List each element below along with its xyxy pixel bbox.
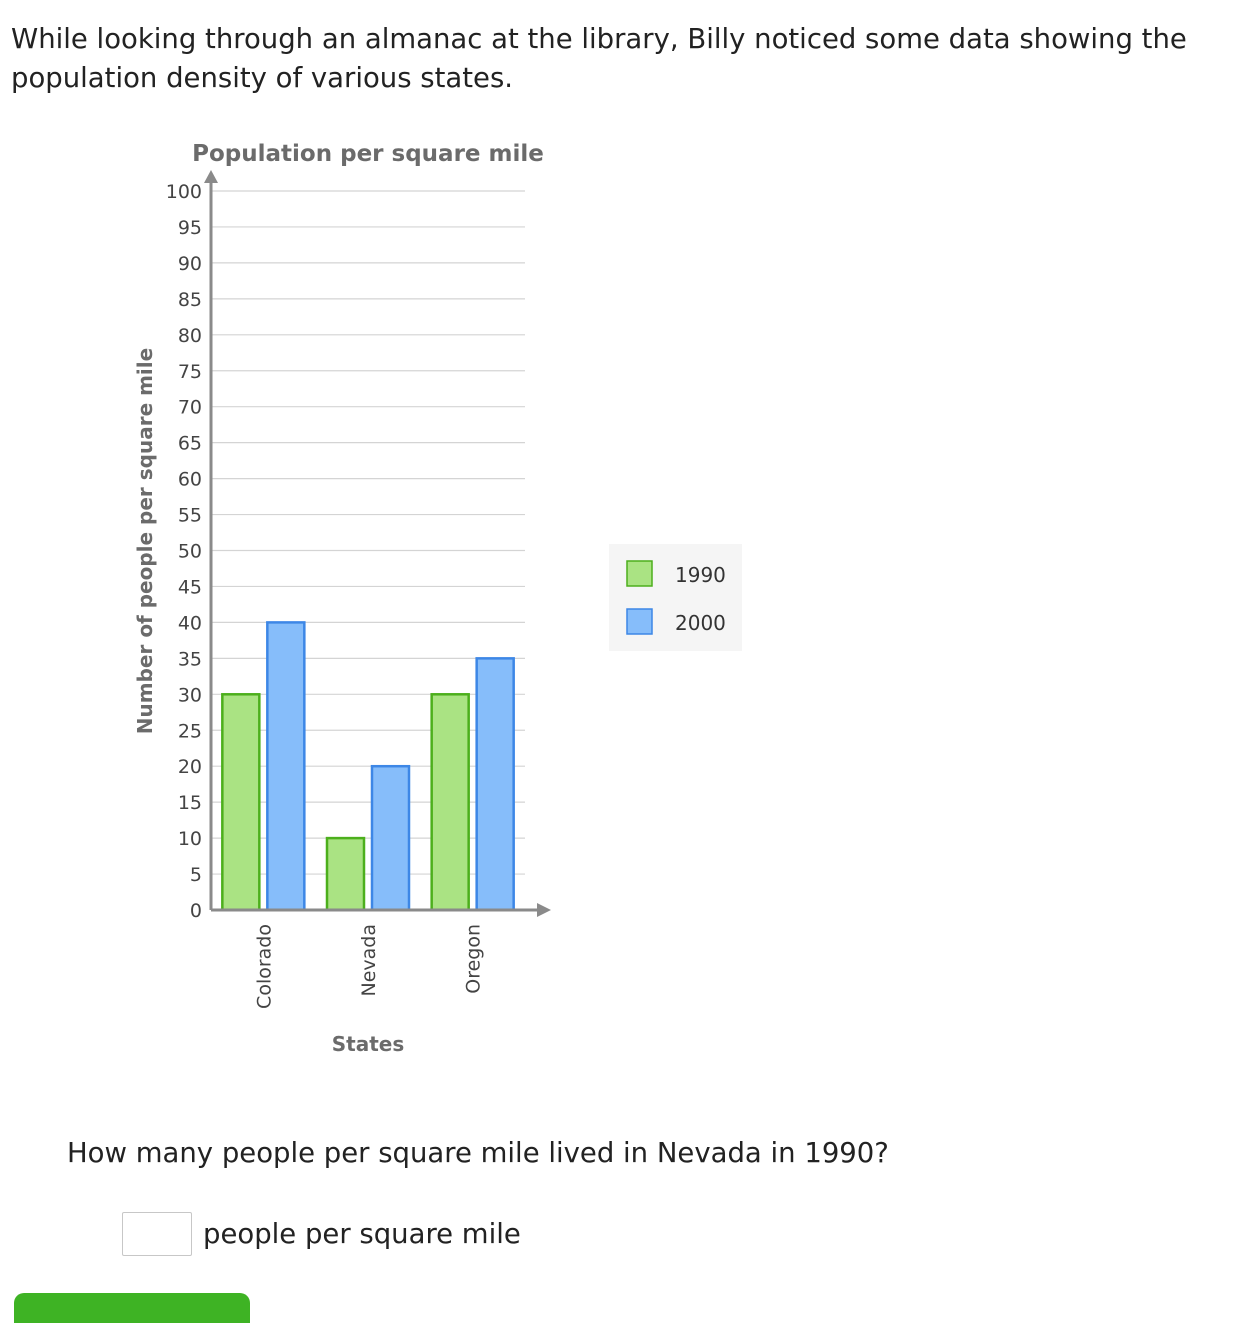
y-tick-label: 80 xyxy=(177,324,202,347)
y-tick-label: 90 xyxy=(177,252,202,275)
y-axis-arrow xyxy=(204,170,218,183)
y-tick-label: 0 xyxy=(189,900,202,922)
y-tick-label: 20 xyxy=(177,756,202,779)
x-axis-arrow xyxy=(537,903,551,917)
y-tick-label: 60 xyxy=(177,468,202,491)
legend-label-2000: 2000 xyxy=(675,611,726,635)
bar-oregon-1990 xyxy=(432,694,469,910)
x-tick-label: Colorado xyxy=(253,924,276,1009)
x-axis-label: States xyxy=(331,1032,405,1056)
y-axis-label: Number of people per square mile xyxy=(133,347,157,735)
y-tick-label: 25 xyxy=(177,720,202,743)
y-tick-label: 85 xyxy=(177,288,202,311)
y-tick-label: 10 xyxy=(177,828,202,851)
y-tick-label: 65 xyxy=(177,432,202,455)
y-tick-label: 35 xyxy=(177,648,202,671)
y-tick-label: 100 xyxy=(165,181,202,203)
y-tick-label: 95 xyxy=(177,216,202,239)
bar-nevada-2000 xyxy=(372,766,409,910)
x-axis-ticks xyxy=(253,924,484,1009)
y-tick-label: 75 xyxy=(177,360,202,383)
y-tick-label: 30 xyxy=(177,684,202,707)
chart-title: Population per square mile xyxy=(192,141,544,167)
submit-button[interactable] xyxy=(14,1293,250,1323)
x-tick-label: Nevada xyxy=(358,924,380,997)
chart-legend xyxy=(609,544,742,651)
bar-colorado-1990 xyxy=(222,694,259,910)
answer-unit-label: people per square mile xyxy=(203,1218,521,1250)
bar-oregon-2000 xyxy=(477,658,514,910)
y-axis-ticks xyxy=(166,181,202,922)
y-tick-label: 50 xyxy=(177,540,202,563)
legend-label-1990: 1990 xyxy=(675,563,726,587)
intro-text: While looking through an almanac at the library, Billy noticed some data showing the population density of various states. xyxy=(11,23,1187,94)
y-tick-label: 55 xyxy=(177,504,202,527)
y-tick-label: 40 xyxy=(177,612,202,635)
x-tick-label: Oregon xyxy=(462,924,485,994)
y-tick-label: 5 xyxy=(189,864,202,887)
y-tick-label: 70 xyxy=(177,396,202,419)
legend-swatch-2000 xyxy=(627,609,652,634)
y-tick-label: 45 xyxy=(177,576,202,599)
bar-nevada-1990 xyxy=(327,838,364,910)
bar-colorado-2000 xyxy=(267,622,304,910)
question-text: How many people per square mile lived in Nevada in 1990? xyxy=(67,1137,889,1169)
legend-swatch-1990 xyxy=(627,561,652,586)
answer-input[interactable] xyxy=(122,1212,192,1256)
y-tick-label: 15 xyxy=(177,792,202,815)
